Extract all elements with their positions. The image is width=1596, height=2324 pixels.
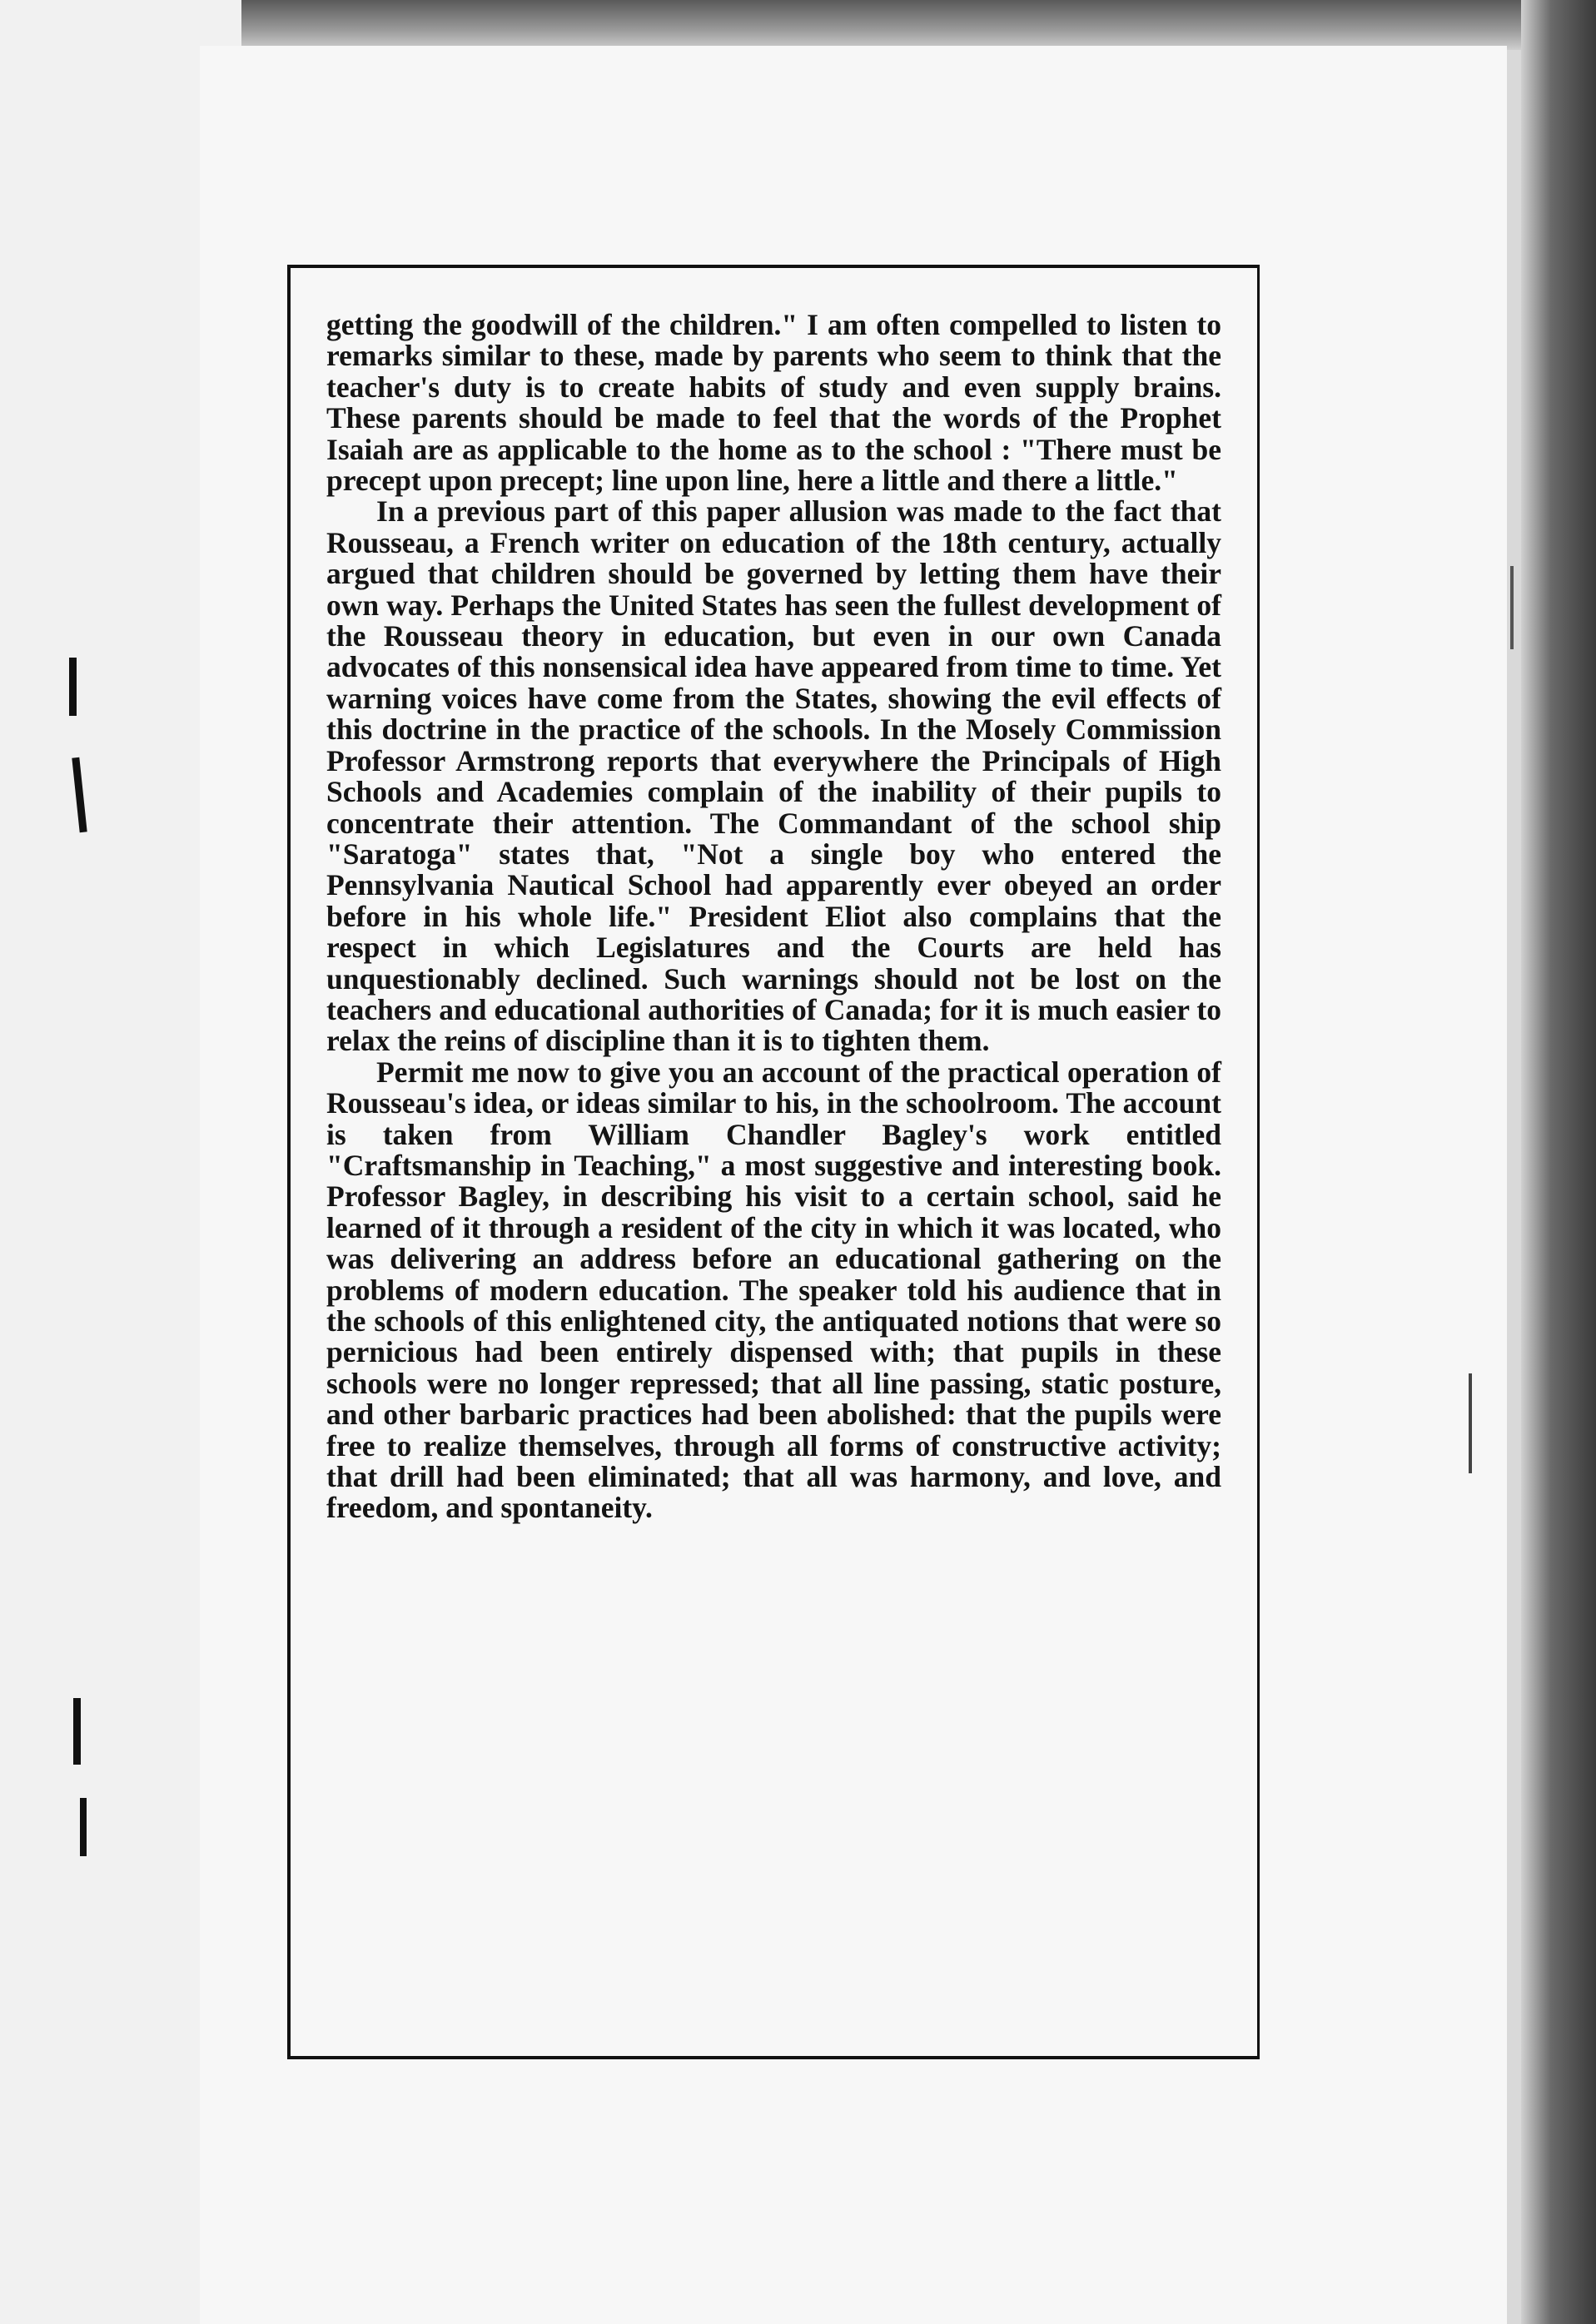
gutter-mark-3	[73, 1698, 81, 1765]
paragraph-3: Permit me now to give you an account of the practical operation of Rousseau's idea, or ideas similar to his, in the schoolroom. The account is taken from William Chandler Bagley's work entitled "Craftsmanship in Teaching," a most suggestive and interesting book. Professor Bagley, in describing his visit to a certain school, said he learned of it through a resident of the city in which it was located, who was delivering an address before an educational gathering on the problems of modern education. The speaker told his audience that in the schools of this enlightened city, the antiquated notions that were so pernicious had been entirely dispensed with; that pupils in these schools were no longer repressed; that all line passing, static posture, and other barbaric practices had been abolished: that the pupils were free to realize themselves, through all forms of constructive activity; that drill had been eliminated; that all was harmony, and love, and freedom, and spontaneity.	[326, 1055, 1221, 1525]
paragraph-2: In a previous part of this paper allusion was made to the fact that Rousseau, a French writer on education of the 18th century, actually argued that children should be governed by letting them have their own way. Perhaps the United States has seen the fullest development of the Rousseau theory in education, but even in our own Canada advocates of this nonsensical idea have appeared from time to time. Yet warning voices have come from the States, showing the evil effects of this doctrine in the practice of the schools. In the Mosely Commission Professor Armstrong reports that everywhere the Principals of High Schools and Academies complain of the inability of their pupils to concentrate their attention. The Commandant of the school ship "Saratoga" states that, "Not a single boy who entered the Pennsylvania Nautical School had apparently ever obeyed an order before in his whole life." President Eliot also complains that the respect in which Legislatures and the Courts are held has unquestionably declined. Such warnings should not be lost on the teachers and educational authorities of Canada; for it is much easier to relax the reins of discipline than it is to tighten them.	[326, 494, 1221, 1058]
top-scan-shadow	[241, 0, 1596, 50]
gutter-mark-5	[1510, 566, 1514, 649]
gutter-mark-6	[1469, 1373, 1472, 1473]
body-text	[326, 310, 1221, 1524]
paragraph-1: getting the goodwill of the children." I am often compelled to listen to remarks similar to these, made by parents who seem to think that the teacher's duty is to create habits of study and even supply brains. These parents should be made to feel that the words of the Prophet Isaiah are as applicable to the home as to the school : "There must be precept upon precept; line upon line, here a little and there a little."	[326, 308, 1221, 498]
gutter-mark-1	[69, 658, 77, 716]
right-scan-shadow	[1521, 0, 1596, 2324]
gutter-mark-4	[80, 1798, 87, 1856]
